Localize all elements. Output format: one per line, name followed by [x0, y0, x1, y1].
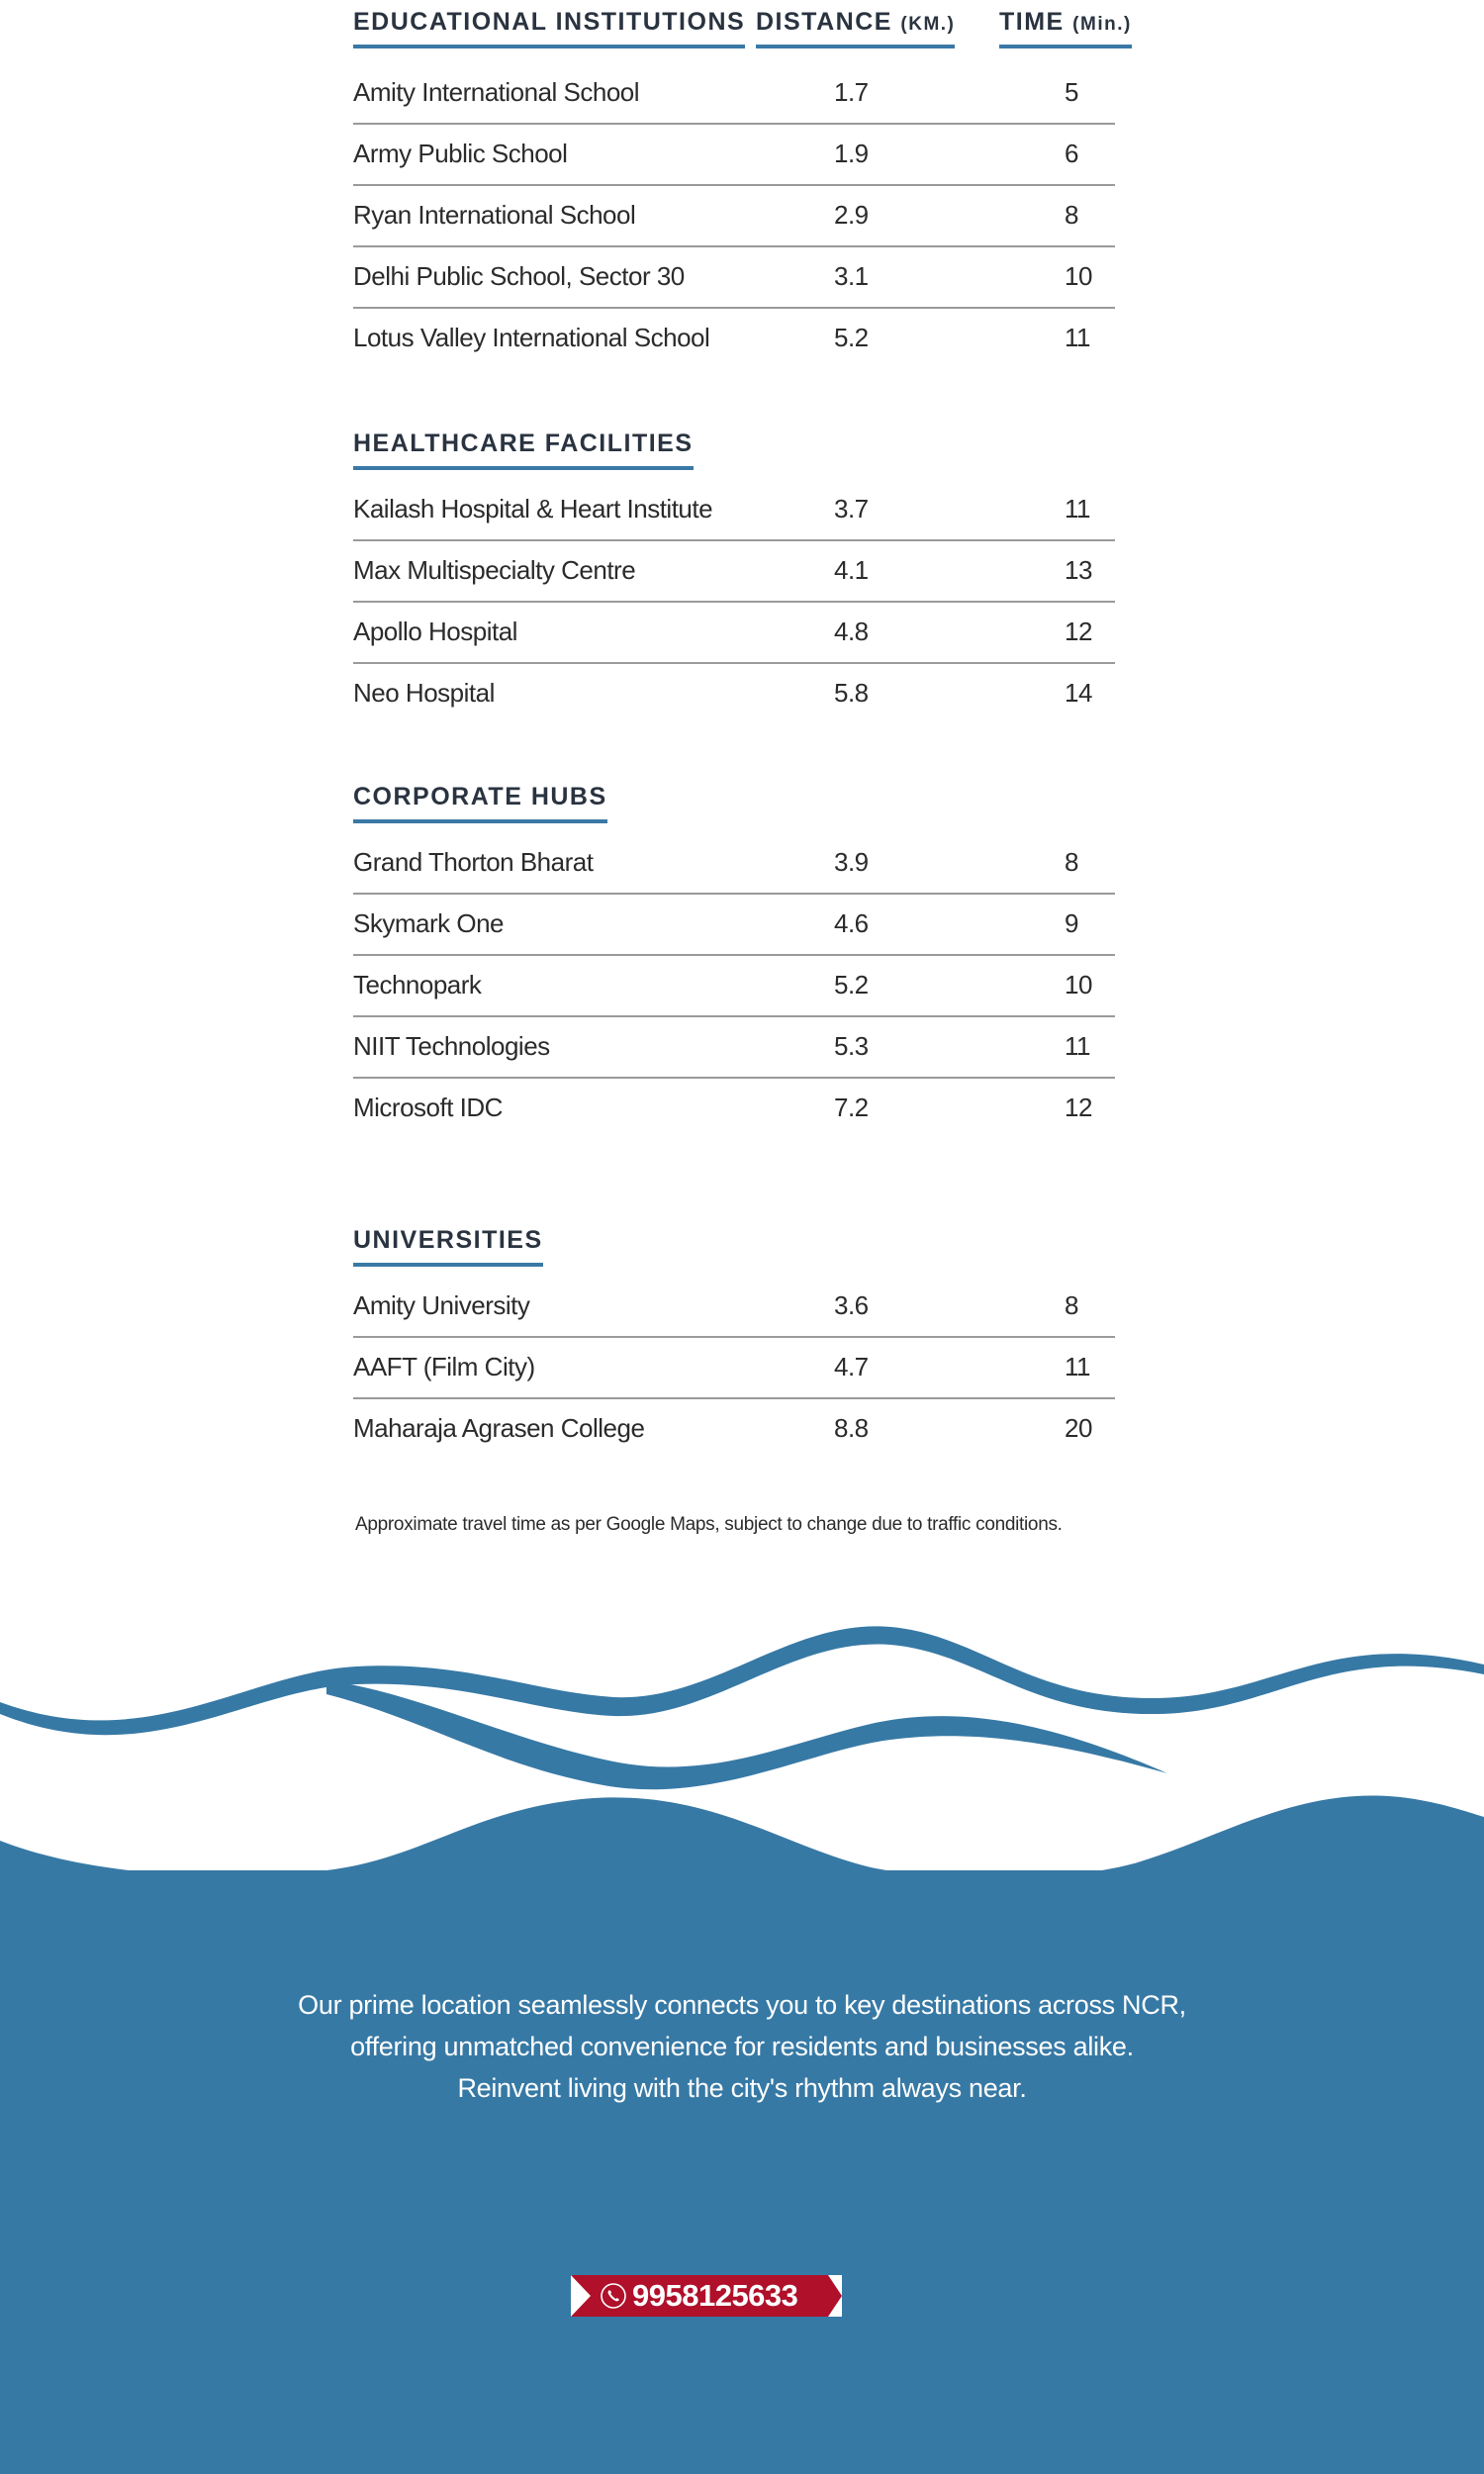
table-row [353, 833, 1115, 895]
header-educational-institutions [353, 8, 745, 48]
place-time: 14 [1065, 678, 1092, 708]
place-name: NIIT Technologies [353, 1031, 550, 1061]
place-distance: 4.6 [834, 908, 869, 938]
wave-ribbon-upper [0, 1626, 1484, 1735]
table-row [353, 1079, 1115, 1138]
place-time: 10 [1065, 261, 1092, 291]
place-distance: 5.2 [834, 323, 869, 352]
place-time: 8 [1065, 200, 1078, 230]
place-distance: 5.3 [834, 1031, 869, 1061]
table-row [353, 480, 1115, 541]
table-row [353, 1277, 1115, 1338]
place-name: Maharaja Agrasen College [353, 1413, 645, 1443]
corporate-rows [353, 833, 1115, 1138]
table-row [353, 63, 1115, 125]
table-row [353, 541, 1115, 603]
table-row [353, 247, 1115, 309]
education-rows [353, 63, 1115, 368]
place-distance: 4.1 [834, 555, 869, 585]
table-row [353, 895, 1115, 956]
place-name: Microsoft IDC [353, 1093, 503, 1122]
place-name: Amity International School [353, 77, 640, 107]
place-distance: 1.7 [834, 77, 869, 107]
place-distance: 8.8 [834, 1413, 869, 1443]
table-row [353, 186, 1115, 247]
header-col1-label: EDUCATIONAL INSTITUTIONS [353, 8, 746, 36]
button-right-notch [828, 2275, 842, 2317]
place-distance: 2.9 [834, 200, 869, 230]
wave-decoration [0, 1603, 1484, 1900]
place-name: Amity University [353, 1290, 530, 1320]
place-name: Kailash Hospital & Heart Institute [353, 494, 713, 523]
place-time: 9 [1065, 908, 1078, 938]
section-title: HEALTHCARE FACILITIES [353, 429, 694, 470]
place-name: Technopark [353, 970, 482, 999]
header-time-label: TIME [999, 8, 1065, 36]
place-time: 11 [1065, 1352, 1090, 1381]
place-time: 10 [1065, 970, 1092, 999]
place-time: 13 [1065, 555, 1092, 585]
place-name: Skymark One [353, 908, 504, 938]
table-row [353, 664, 1115, 723]
place-name: Delhi Public School, Sector 30 [353, 261, 685, 291]
universities-rows [353, 1277, 1115, 1459]
phone-icon [600, 2282, 627, 2310]
table-row [353, 956, 1115, 1017]
place-name: Lotus Valley International School [353, 323, 710, 352]
table-row [353, 603, 1115, 664]
healthcare-rows [353, 480, 1115, 723]
table-row [353, 125, 1115, 186]
table-row [353, 1399, 1115, 1459]
place-distance: 3.1 [834, 261, 869, 291]
header-time-unit: (Min.) [1072, 14, 1132, 35]
header-distance [756, 8, 955, 48]
wave-ribbon-lower [326, 1680, 1167, 1789]
section-title: CORPORATE HUBS [353, 783, 607, 823]
place-time: 11 [1065, 1031, 1090, 1061]
place-name: AAFT (Film City) [353, 1352, 535, 1381]
button-left-notch [571, 2275, 591, 2317]
place-time: 5 [1065, 77, 1078, 107]
place-time: 8 [1065, 847, 1078, 877]
header-distance-unit: (KM.) [900, 14, 956, 35]
header-distance-label: DISTANCE [756, 8, 892, 36]
place-name: Apollo Hospital [353, 617, 517, 646]
location-tagline: Our prime location seamlessly connects you to key destinations across NCR, offering unmatched convenience for residents and businesses alike. Reinvent living with the city's rhythm always near. [298, 1990, 1186, 2103]
place-name: Max Multispecialty Centre [353, 555, 636, 585]
section-title: UNIVERSITIES [353, 1226, 543, 1267]
place-distance: 5.2 [834, 970, 869, 999]
table-row [353, 1017, 1115, 1079]
phone-number: 9958125633 [632, 2278, 798, 2313]
place-time: 12 [1065, 617, 1092, 646]
place-distance: 1.9 [834, 139, 869, 168]
place-distance: 4.8 [834, 617, 869, 646]
table-row [353, 309, 1115, 368]
place-distance: 3.6 [834, 1290, 869, 1320]
place-distance: 5.8 [834, 678, 869, 708]
place-time: 12 [1065, 1093, 1092, 1122]
place-time: 6 [1065, 139, 1078, 168]
place-time: 20 [1065, 1413, 1092, 1443]
place-name: Army Public School [353, 139, 568, 168]
place-distance: 7.2 [834, 1093, 869, 1122]
place-name: Grand Thorton Bharat [353, 847, 594, 877]
place-name: Ryan International School [353, 200, 636, 230]
place-distance: 3.9 [834, 847, 869, 877]
place-name: Neo Hospital [353, 678, 495, 708]
place-time: 11 [1065, 323, 1090, 352]
place-distance: 3.7 [834, 494, 869, 523]
call-button[interactable] [571, 2275, 842, 2317]
place-time: 11 [1065, 494, 1090, 523]
place-distance: 4.7 [834, 1352, 869, 1381]
table-row [353, 1338, 1115, 1399]
header-time [999, 8, 1132, 48]
place-time: 8 [1065, 1290, 1078, 1320]
travel-time-note: Approximate travel time as per Google Maps, subject to change due to traffic conditions. [355, 1514, 1063, 1535]
table-header [353, 8, 1132, 55]
footer-band [0, 1870, 1484, 2474]
